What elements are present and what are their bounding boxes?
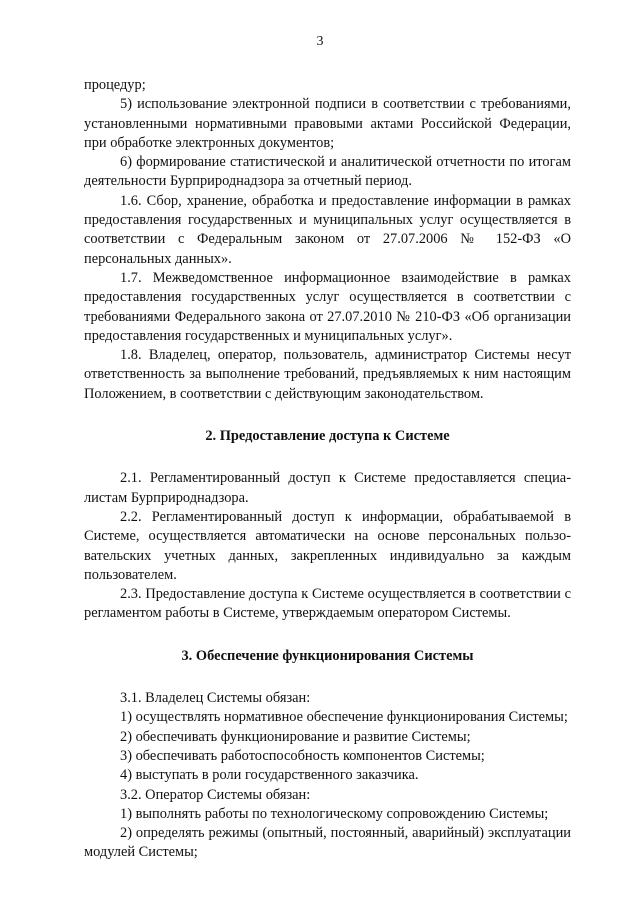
page-number: 3: [316, 34, 324, 49]
paragraph: 1.6. Сбор, хранение, обработка и предоставление информации в рамках предоставления государственных и муниципальных услуг осуществляется в соответствии с Федеральным законом от 27.07.2006 № 152-ФЗ «О персональных данных».: [84, 192, 571, 267]
paragraph: 1.8. Владелец, оператор, пользователь, администратор Системы несут ответственность за выполнение требований, предъявляемых к ним настоящим Положением, в соответствии с действующим законодательством.: [84, 347, 571, 402]
section-heading: 3. Обеспечение функционирования Системы: [181, 647, 474, 664]
paragraph: 5) использование электронной подписи в соответствии с требованиями, установленными нормативными правовыми актами Российской Федерации, при обработке электронных документов;: [84, 96, 571, 151]
paragraph: 3) обеспечивать работоспособность компонентов Системы;: [120, 747, 485, 764]
paragraph: 4) выступать в роли государственного заказчика.: [120, 767, 419, 784]
paragraph: 2.2. Регламентированный доступ к информации, обрабатываемой в Системе, осуществляется автоматически на основе персональных пользовательских учетных данных, закрепленных индивидуально за каждым пользователем.: [84, 508, 571, 583]
paragraph: процедур;: [84, 77, 146, 93]
paragraph: 2) определять режимы (опытный, постоянный, аварийный) эксплуатации модулей Системы;: [84, 825, 571, 861]
paragraph: 2.3. Предоставление доступа к Системе осуществляется в соответствии с регламентом работы в Системе, утверждаемым оператором Системы.: [84, 586, 571, 622]
spacer: [84, 404, 571, 427]
paragraph: 2.1. Регламентированный доступ к Системе предоставляется специалистам Бурприроднадзора.: [84, 470, 571, 506]
paragraph: 1.7. Межведомственное информационное взаимодействие в рамках предоставления государственных услуг осуществляется в соответствии с требованиями Федерального закона от 27.07.2010 № 210-ФЗ «Об организации предоставления государственных и муниципальных услуг».: [84, 269, 571, 344]
paragraph: 6) формирование статистической и аналитической отчетности по итогам деятельности Бурприроднадзора за отчетный период.: [84, 154, 571, 190]
paragraph: 3.1. Владелец Системы обязан:: [120, 690, 311, 707]
spacer: [84, 666, 571, 689]
paragraph: 1) осуществлять нормативное обеспечение функционирования Системы;: [120, 709, 568, 726]
paragraph: 2) обеспечивать функционирование и развитие Системы;: [120, 728, 471, 745]
paragraph: 3.2. Оператор Системы обязан:: [120, 786, 311, 803]
section-heading: 2. Предоставление доступа к Системе: [205, 428, 450, 445]
spacer: [84, 446, 571, 469]
paragraph: 1) выполнять работы по технологическому сопровождению Системы;: [120, 805, 549, 822]
document-body: [84, 76, 571, 863]
spacer: [84, 624, 571, 647]
